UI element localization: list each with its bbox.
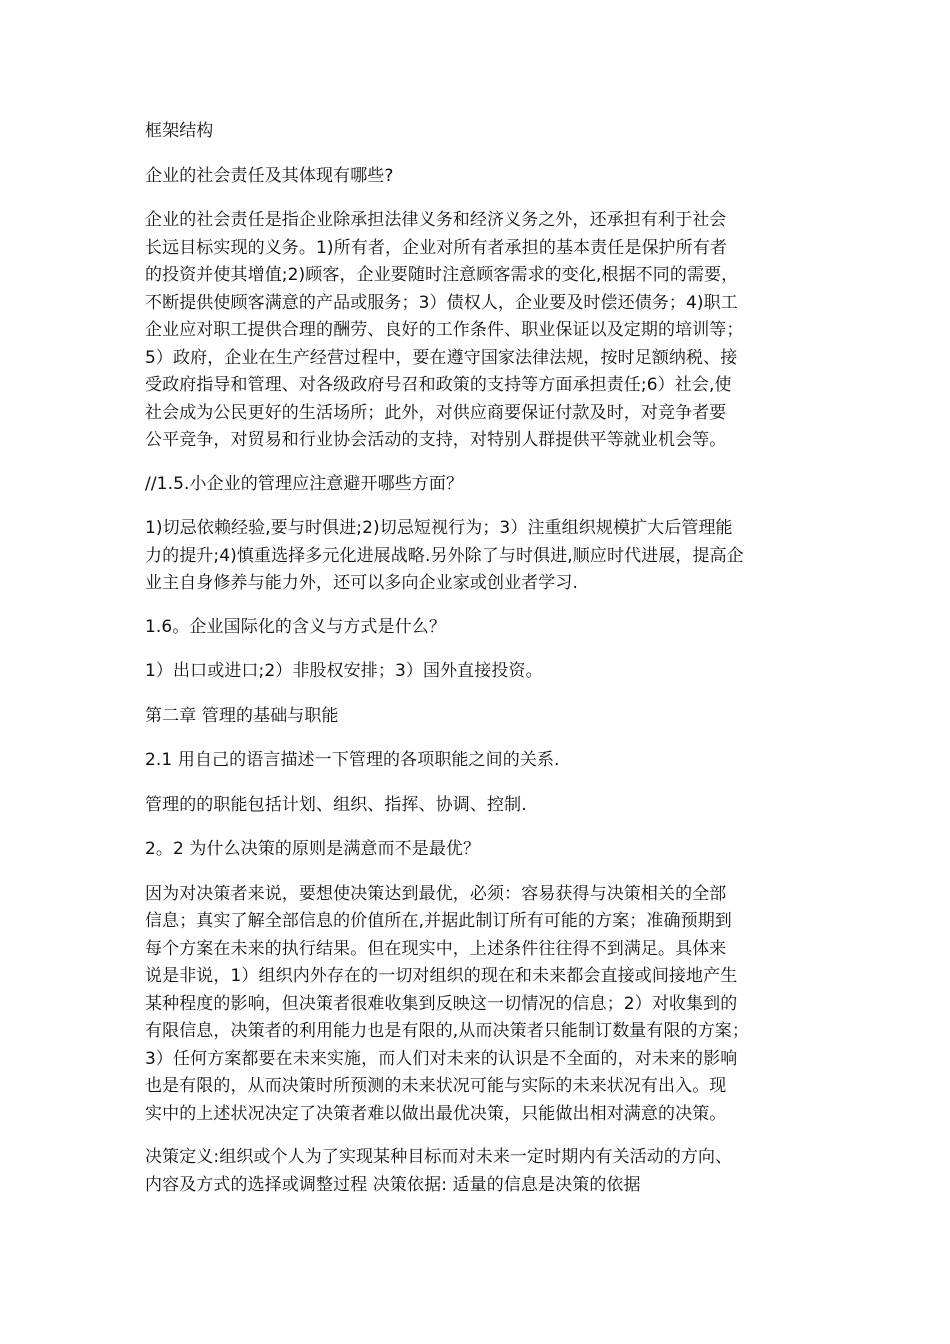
text-line: 受政府指导和管理、对各级政府号召和政策的支持等方面承担责任;6）社会,使 [145, 375, 732, 395]
text-line: 也是有限的，从而决策时所预测的未来状况可能与实际的未来状况有出入。现 [145, 1076, 727, 1096]
text-line: 长远目标实现的义务。1)所有者，企业对所有者承担的基本责任是保护所有者 [145, 237, 727, 258]
text-line: 内容及方式的选择或调整过程 决策依据: 适量的信息是决策的依据 [145, 1174, 641, 1195]
text-line: 决策定义:组织或个人为了实现某种目标而对未来一定时期内有关活动的方向、 [145, 1147, 733, 1167]
text-line: 说是非说，1）组织内外存在的一切对组织的现在和未来都会直接或间接地产生 [145, 966, 738, 986]
text-line: 公平竞争，对贸易和行业协会活动的支持，对特别人群提供平等就业机会等。 [145, 430, 727, 450]
text-line: 管理的的职能包括计划、组织、指挥、协调、控制. [145, 794, 527, 815]
text-line: 1)切忌依赖经验,要与时俱进;2)切忌短视行为；3）注重组织规模扩大后管理能 [145, 518, 733, 538]
text-line: 因为对决策者来说，要想使决策达到最优，必须：容易获得与决策相关的全部 [145, 883, 727, 904]
paragraph-chapter-heading [145, 703, 813, 731]
paragraph-answer-internationalization [145, 658, 813, 686]
text-line: 1.6。企业国际化的含义与方式是什么？ [145, 616, 446, 637]
paragraph-answer-management-functions [145, 792, 813, 820]
paragraph-question-small-business [145, 471, 813, 499]
text-line: 的投资并使其增值;2)顾客，企业要随时注意顾客需求的变化,根据不同的需要， [145, 265, 739, 285]
text-line: //1.5.小企业的管理应注意避开哪些方面？ [145, 473, 464, 494]
text-line: 5）政府，企业在生产经营过程中，要在遵守国家法律法规，按时足额纳税、接 [145, 347, 738, 368]
paragraph-question-management-functions [145, 747, 813, 775]
paragraph-question-decision-principle [145, 836, 813, 864]
text-line: 2.1 用自己的语言描述一下管理的各项职能之间的关系. [145, 750, 560, 770]
text-line: 有限信息，决策者的利用能力也是有限的,从而决策者只能制订数量有限的方案； [145, 1021, 750, 1041]
text-line: 不断提供使顾客满意的产品或服务；3）债权人，企业要及时偿还债务；4)职工 [145, 292, 738, 313]
text-line: 社会成为公民更好的生活场所；此外，对供应商要保证付款及时，对竞争者要 [145, 402, 727, 423]
text-line: 某种程度的影响，但决策者很难收集到反映这一切情况的信息；2）对收集到的 [145, 993, 738, 1014]
paragraph-decision-definition [145, 1144, 813, 1199]
text-line: 2。2 为什么决策的原则是满意而不是最优？ [145, 839, 481, 859]
text-line: 第二章 管理的基础与职能 [145, 705, 339, 726]
text-line: 企业的社会责任是指企业除承担法律义务和经济义务之外，还承担有利于社会 [145, 210, 727, 230]
text-line: 1）出口或进口;2）非股权安排；3）国外直接投资。 [145, 661, 543, 681]
text-line: 3）任何方案都要在未来实施，而人们对未来的认识是不全面的，对未来的影响 [145, 1048, 738, 1069]
paragraph-answer-social-responsibility [145, 207, 813, 455]
document-body [145, 118, 813, 1215]
text-line: 业主自身修养与能力外，还可以多向企业家或创业者学习. [145, 573, 579, 593]
paragraph-answer-small-business [145, 515, 813, 598]
text-line: 企业的社会责任及其体现有哪些? [145, 165, 394, 186]
text-line: 实中的上述状况决定了决策者难以做出最优决策，只能做出相对满意的决策。 [145, 1103, 727, 1124]
text-line: 企业应对职工提供合理的酬劳、良好的工作条件、职业保证以及定期的培训等； [145, 320, 744, 340]
paragraph-question-internationalization [145, 614, 813, 642]
paragraph-section-title [145, 118, 813, 146]
paragraph-question-social-responsibility [145, 163, 813, 191]
text-line: 框架结构 [145, 121, 214, 141]
text-line: 每个方案在未来的执行结果。但在现实中，上述条件往往得不到满足。具体来 [145, 938, 727, 959]
text-line: 信息；真实了解全部信息的价值所在,并据此制订所有可能的方案；准确预期到 [145, 911, 732, 931]
text-line: 力的提升;4)慎重选择多元化进展战略.另外除了与时俱进,顺应时代进展，提高企 [145, 545, 744, 566]
paragraph-answer-decision-principle [145, 881, 813, 1129]
